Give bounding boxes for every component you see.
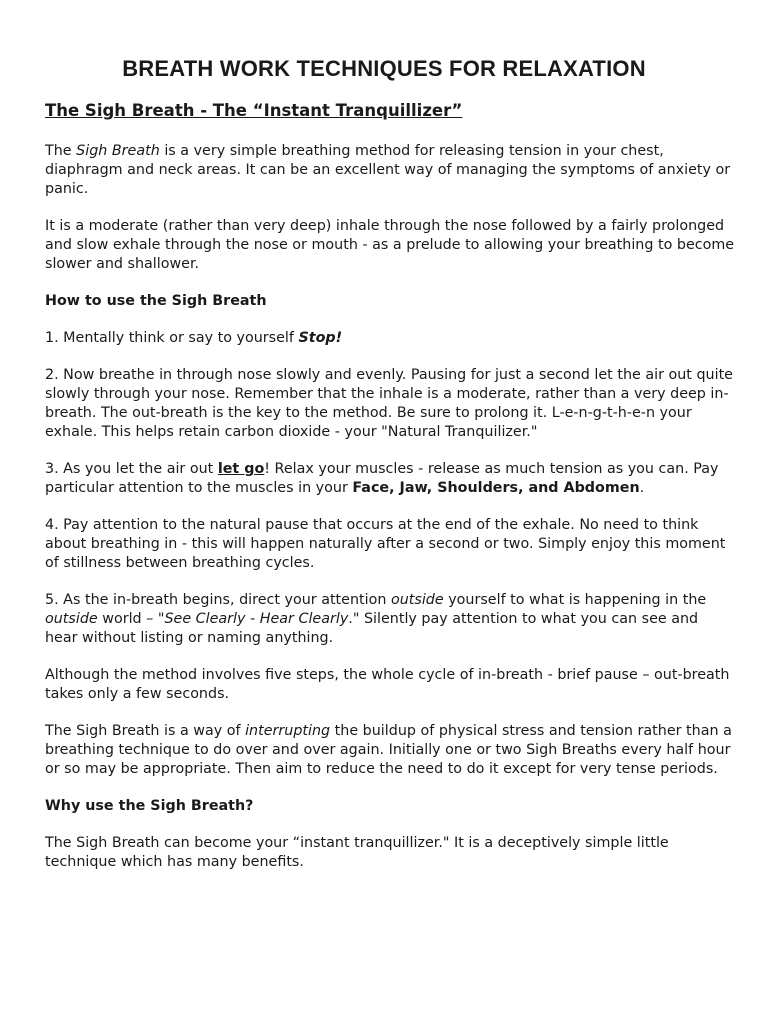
emphasis-outside: outside <box>45 611 98 627</box>
text-run: ." Silently pay attention to what you can see and hear without listing or naming anything. <box>45 611 699 646</box>
document-title: BREATH WORK TECHNIQUES FOR RELAXATION <box>122 56 646 81</box>
interrupting-paragraph <box>45 722 735 779</box>
text-run: . <box>639 480 645 496</box>
intro-paragraph <box>45 142 735 199</box>
emphasis-body-areas: Face, Jaw, Shoulders, and Abdomen <box>352 480 640 496</box>
text-run: 3. As you let the air out <box>45 461 218 477</box>
step-4: 4. Pay attention to the natural pause that occurs at the end of the exhale. No need to think about breathing in - this will happen naturally after a second or two. Simply enjoy this moment of stillness between breathing cycles. <box>45 517 726 571</box>
how-to-heading: How to use the Sigh Breath <box>45 293 267 309</box>
although-paragraph: Although the method involves five steps, the whole cycle of in-breath - brief pause – out-breath takes only a few seconds. <box>45 667 730 702</box>
text-run: 5. As the in-breath begins, direct your attention <box>45 592 391 608</box>
text-run: yourself to what is happening in the <box>443 592 707 608</box>
closing-paragraph: The Sigh Breath can become your “instant tranquillizer." It is a deceptively simple little technique which has many benefits. <box>45 835 669 870</box>
step-3 <box>45 460 735 498</box>
emphasis-see-clearly: See Clearly - Hear Clearly <box>164 611 349 627</box>
emphasis-sigh-breath: Sigh Breath <box>76 143 160 159</box>
text-run: ! Relax your muscles - release as much tension as you can. Pay particular attention to the muscles in your <box>45 461 719 496</box>
text-run: the buildup of physical stress and tension rather than a breathing technique to do over and over again. Initially one or two Sigh Breaths every half hour or so may be appropriate. Then aim to reduce the need to do it except for very tense periods. <box>45 723 732 777</box>
description-paragraph: It is a moderate (rather than very deep) inhale through the nose followed by a fairly prolonged and slow exhale through the nose or mouth - as a prelude to allowing your breathing to become slower and shallower. <box>45 218 735 272</box>
step-1 <box>45 329 735 348</box>
why-heading: Why use the Sigh Breath? <box>45 798 254 814</box>
step-5 <box>45 591 735 648</box>
section-subtitle: The Sigh Breath - The “Instant Tranquillizer” <box>45 101 463 120</box>
text-run: is a very simple breathing method for releasing tension in your chest, diaphragm and neck areas. It can be an excellent way of managing the symptoms of anxiety or panic. <box>45 143 731 197</box>
emphasis-let-go: let go <box>217 461 265 477</box>
step-2: 2. Now breathe in through nose slowly and evenly. Pausing for just a second let the air out quite slowly through your nose. Remember that the inhale is a moderate, rather than a very deep in-breath. The out-breath is the key to the method. Be sure to prolong it. L-e-n-g-t-h-e-n your exhale. This helps retain carbon dioxide - your "Natural Tranquilizer." <box>45 367 733 440</box>
text-run: 1. Mentally think or say to yourself <box>45 330 299 346</box>
emphasis-outside: outside <box>390 592 444 608</box>
document-body <box>45 142 735 890</box>
text-run: world – " <box>97 611 165 627</box>
emphasis-interrupting: interrupting <box>245 723 331 739</box>
emphasis-stop: Stop! <box>298 330 343 346</box>
text-run: The Sigh Breath is a way of <box>45 723 246 739</box>
text-run: The <box>45 143 77 159</box>
